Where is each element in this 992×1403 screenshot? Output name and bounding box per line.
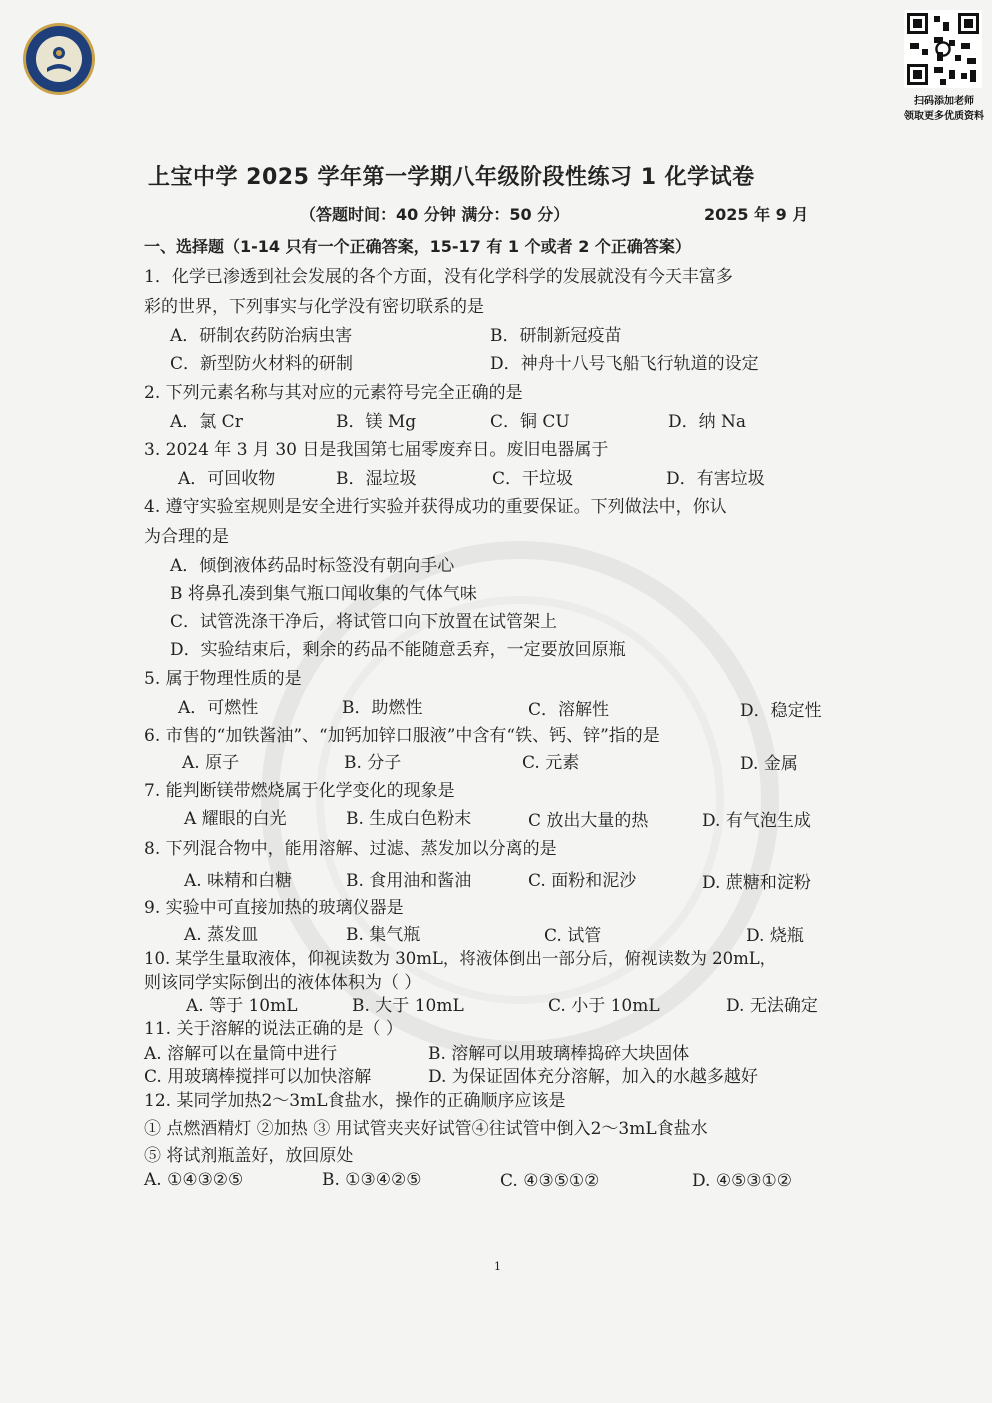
question-5-option-b: B．助燃性	[342, 698, 423, 718]
question-5-line-1: 5. 属于物理性质的是	[144, 669, 302, 689]
qr-code-icon	[904, 10, 982, 88]
question-12-line-1: 12. 某同学加热2～3mL食盐水，操作的正确顺序应该是	[144, 1091, 566, 1111]
question-1-option-c: C．新型防火材料的研制	[170, 354, 354, 374]
question-7-option-d: D. 有气泡生成	[702, 811, 811, 831]
question-6-option-d: D. 金属	[740, 754, 798, 774]
question-11-option-d: D. 为保证固体充分溶解，加入的水越多越好	[428, 1067, 758, 1087]
question-12-option-a: A. ①④③②⑤	[144, 1170, 244, 1190]
question-1-option-b: B．研制新冠疫苗	[490, 326, 622, 346]
question-2-line-1: 2. 下列元素名称与其对应的元素符号完全正确的是	[144, 383, 523, 403]
question-9-option-b: B. 集气瓶	[346, 925, 421, 945]
question-5-option-a: A．可燃性	[178, 698, 259, 718]
question-10-option-b: B. 大于 10mL	[352, 996, 464, 1016]
question-2-option-d: D．纳 Na	[668, 412, 747, 432]
qr-caption-line-1: 扫码添加老师	[914, 96, 974, 107]
question-7-option-b: B. 生成白色粉末	[346, 809, 472, 829]
question-3-line-1: 3. 2024 年 3 月 30 日是我国第七届零废弃日。废旧电器属于	[144, 440, 609, 460]
question-3-option-c: C．干垃圾	[492, 469, 574, 489]
question-11-option-b: B. 溶解可以用玻璃棒捣碎大块固体	[428, 1044, 690, 1064]
question-3-option-a: A．可回收物	[178, 469, 276, 489]
question-7-option-c: C 放出大量的热	[528, 811, 649, 831]
question-10-option-a: A. 等于 10mL	[186, 996, 298, 1016]
question-1-line-2: 彩的世界，下列事实与化学没有密切联系的是	[144, 297, 484, 317]
question-9-option-a: A. 蒸发皿	[184, 925, 259, 945]
question-12-line-2: ① 点燃酒精灯 ②加热 ③ 用试管夹夹好试管④往试管中倒入2～3mL食盐水	[144, 1119, 708, 1139]
question-12-line-3: ⑤ 将试剂瓶盖好，放回原处	[144, 1146, 354, 1166]
question-11-option-c: C. 用玻璃棒搅拌可以加快溶解	[144, 1067, 372, 1087]
question-6-line-1: 6. 市售的“加铁酱油”、“加钙加锌口服液”中含有“铁、钙、锌”指的是	[144, 726, 660, 746]
exam-title: 上宝中学 2025 学年第一学期八年级阶段性练习 1 化学试卷	[148, 165, 755, 190]
question-6-option-b: B. 分子	[344, 753, 402, 773]
question-4-option-b: B 将鼻孔凑到集气瓶口闻收集的气体气味	[170, 584, 477, 604]
page-number: 1	[494, 1260, 501, 1273]
question-8-option-a: A. 味精和白糖	[184, 871, 293, 891]
question-12-option-b: B. ①③④②⑤	[322, 1170, 422, 1190]
question-5-option-c: C．溶解性	[528, 700, 610, 720]
question-2-option-b: B．镁 Mg	[336, 412, 417, 432]
question-7-line-1: 7. 能判断镁带燃烧属于化学变化的现象是	[144, 781, 455, 801]
question-9-option-d: D. 烧瓶	[746, 926, 804, 946]
question-8-line-1: 8. 下列混合物中，能用溶解、过滤、蒸发加以分离的是	[144, 839, 557, 859]
question-1-option-a: A．研制农药防治病虫害	[170, 326, 353, 346]
question-4-option-a: A．倾倒液体药品时标签没有朝向手心	[170, 556, 455, 576]
question-8-option-c: C. 面粉和泥沙	[528, 871, 637, 891]
question-4-option-d: D．实验结束后，剩余的药品不能随意丢弃，一定要放回原瓶	[170, 640, 626, 660]
question-12-option-d: D. ④⑤③①②	[692, 1171, 793, 1191]
question-10-line-1: 10. 某学生量取液体，仰视读数为 30mL，将液体倒出一部分后，俯视读数为 20mL，	[144, 949, 777, 968]
question-1-option-d: D．神舟十八号飞船飞行轨道的设定	[490, 354, 759, 374]
question-11-line-1: 11. 关于溶解的说法正确的是（ ）	[144, 1019, 403, 1039]
question-4-option-c: C．试管洗涤干净后，将试管口向下放置在试管架上	[170, 612, 558, 632]
question-12-option-c: C. ④③⑤①②	[500, 1171, 600, 1191]
question-10-line-2: 则该同学实际倒出的液体体积为（ ）	[144, 973, 422, 993]
question-3-option-d: D．有害垃圾	[666, 469, 765, 489]
question-9-line-1: 9. 实验中可直接加热的玻璃仪器是	[144, 898, 404, 918]
question-6-option-c: C. 元素	[522, 753, 580, 773]
section-title: 一、选择题（1-14 只有一个正确答案，15-17 有 1 个或者 2 个正确答案）	[144, 237, 691, 256]
exam-info: （答题时间：40 分钟 满分：50 分）	[300, 205, 570, 224]
question-2-option-a: A．氯 Cr	[170, 412, 243, 432]
qr-caption-line-2: 领取更多优质资料	[904, 111, 984, 122]
question-4-line-2: 为合理的是	[144, 527, 229, 547]
question-2-option-c: C．铜 CU	[490, 412, 570, 432]
question-10-option-d: D. 无法确定	[726, 996, 818, 1016]
school-logo-icon	[22, 22, 96, 96]
question-8-option-d: D. 蔗糖和淀粉	[702, 873, 811, 893]
question-10-option-c: C. 小于 10mL	[548, 996, 660, 1016]
question-8-option-b: B. 食用油和酱油	[346, 871, 472, 891]
question-11-option-a: A. 溶解可以在量筒中进行	[144, 1044, 338, 1064]
question-4-line-1: 4. 遵守实验室规则是安全进行实验并获得成功的重要保证。下列做法中，你认	[144, 497, 727, 517]
question-9-option-c: C. 试管	[544, 926, 602, 946]
question-5-option-d: D．稳定性	[740, 701, 822, 721]
question-7-option-a: A 耀眼的白光	[184, 809, 287, 829]
question-6-option-a: A. 原子	[182, 753, 240, 773]
exam-date: 2025 年 9 月	[704, 205, 809, 224]
question-1-line-1: 1．化学已渗透到社会发展的各个方面，没有化学科学的发展就没有今天丰富多	[144, 267, 733, 287]
question-3-option-b: B．湿垃圾	[336, 469, 417, 489]
